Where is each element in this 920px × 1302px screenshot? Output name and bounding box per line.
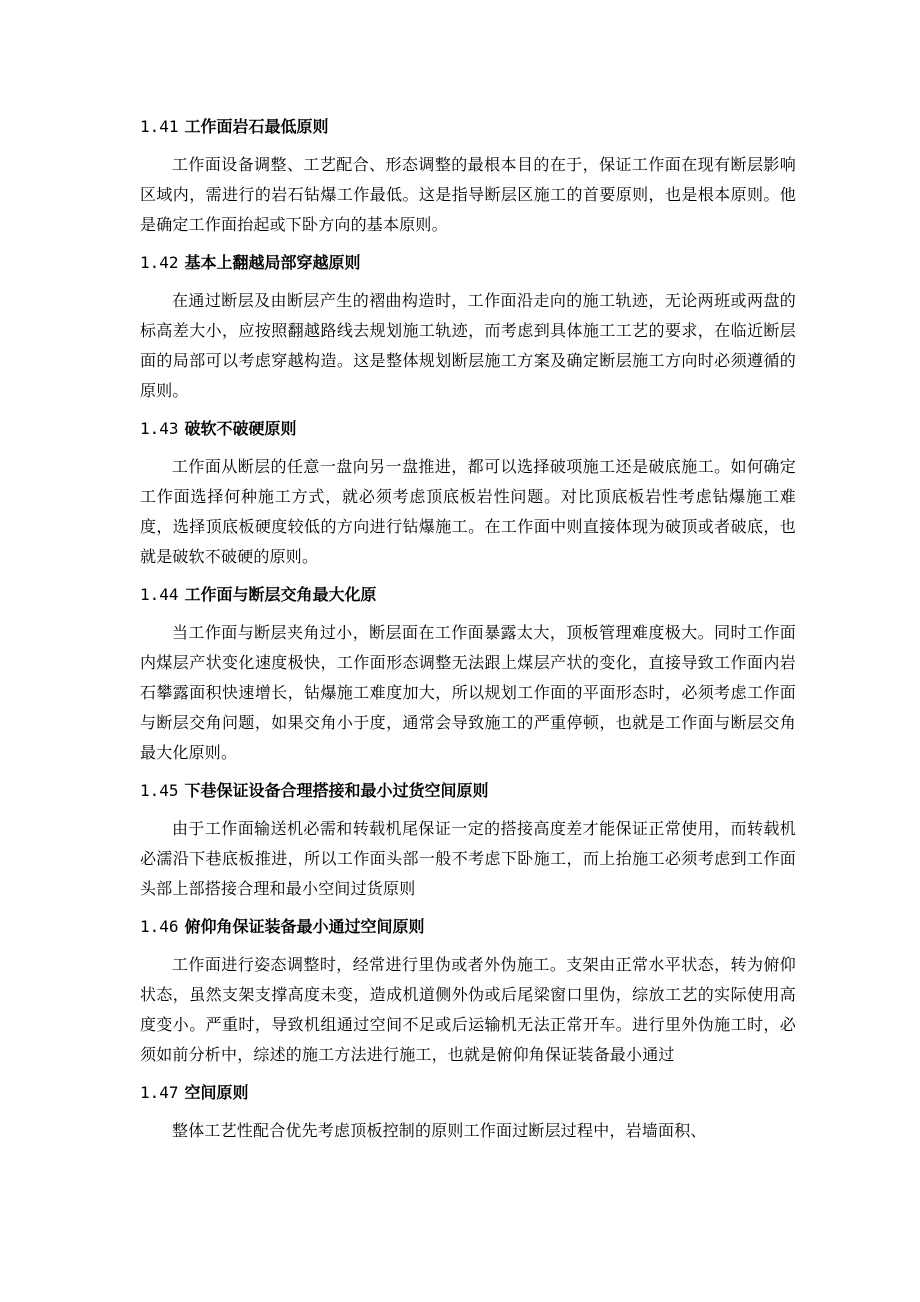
section-paragraph: 在通过断层及由断层产生的褶曲构造时，工作面沿走向的施工轨迹，无论两班或两盘的标高差大小，应按照翻越路线去规划施工轨迹，而考虑到具体施工工艺的要求，在临近断层面的局部可以考虑穿越构造。这是整体规划断层施工方案及确定断层施工方向时必须遵循的原则。: [140, 291, 796, 400]
section-title: 破软不破硬原则: [184, 419, 297, 438]
section-paragraph: 工作面设备调整、工艺配合、形态调整的最根本目的在于，保证工作面在现有断层影响区域内，需进行的岩石钻爆工作最低。这是指导断层区施工的首要原则，也是根本原则。他是确定工作面抬起或下卧方向的基本原则。: [140, 155, 796, 234]
section-number: 1.45: [140, 781, 179, 800]
section-heading: [140, 776, 796, 806]
section-1-44: [140, 580, 796, 768]
section-1-46: [140, 912, 796, 1070]
section-title: 空间原则: [184, 1083, 249, 1102]
section-heading: [140, 112, 796, 142]
section-title: 工作面与断层交角最大化原: [184, 585, 377, 604]
section-paragraph: 整体工艺性配合优先考虑顶板控制的原则工作面过断层过程中，岩墙面积、: [172, 1121, 707, 1140]
section-heading: [140, 248, 796, 278]
section-paragraph: 由于工作面输送机必需和转载机尾保证一定的搭接高度差才能保证正常使用，而转载机必濡沿下巷底板推进，所以工作面头部一般不考虑下卧施工，而上抬施工必须考虑到工作面头部上部搭接合理和最小空间过货原则: [140, 819, 796, 898]
section-number: 1.43: [140, 419, 179, 438]
document-body: [140, 112, 796, 1154]
section-title: 基本上翻越局部穿越原则: [184, 253, 361, 272]
section-1-43: [140, 414, 796, 572]
section-1-45: [140, 776, 796, 904]
section-paragraph: 工作面从断层的任意一盘向另一盘推进，都可以选择破项施工还是破底施工。如何确定工作面选择何种施工方式，就必须考虑顶底板岩性问题。对比顶底板岩性考虑钻爆施工难度，选择顶底板硬度较低的方向进行钻爆施工。在工作面中则直接体现为破顶或者破底，也就是破软不破硬的原则。: [140, 457, 796, 566]
section-number: 1.46: [140, 917, 179, 936]
section-title: 下巷保证设备合理搭接和最小过货空间原则: [184, 781, 489, 800]
section-title: 俯仰角保证装备最小通过空间原则: [184, 917, 425, 936]
section-heading: [140, 912, 796, 942]
section-number: 1.44: [140, 585, 179, 604]
section-number: 1.47: [140, 1083, 179, 1102]
section-heading: [140, 414, 796, 444]
section-title: 工作面岩石最低原则: [184, 117, 329, 136]
section-1-47: [140, 1078, 796, 1146]
section-paragraph: 当工作面与断层夹角过小，断层面在工作面暴露太大，顶板管理难度极大。同时工作面内煤层产状变化速度极快，工作面形态调整无法跟上煤层产状的变化，直接导致工作面内岩石攀露面积快速增长，钻爆施工难度加大，所以规划工作面的平面形态时，必须考虑工作面与断层交角问题，如果交角小于度，通常会导致施工的严重停顿，也就是工作面与断层交角最大化原则。: [140, 623, 796, 762]
section-paragraph: 工作面进行姿态调整时，经常进行里伪或者外伪施工。支架由正常水平状态，转为俯仰状态，虽然支架支撑高度未变，造成机道侧外伪或后尾梁窗口里伪，综放工艺的实际使用高度变小。严重时，导致机组通过空间不足或后运输机无法正常开车。进行里外伪施工时，必须如前分析中，综述的施工方法进行施工，也就是俯仰角保证装备最小通过: [140, 955, 796, 1064]
section-number: 1.42: [140, 253, 179, 272]
section-heading: [140, 580, 796, 610]
section-heading: [140, 1078, 796, 1108]
section-number: 1.41: [140, 117, 179, 136]
section-1-41: [140, 112, 796, 240]
section-1-42: [140, 248, 796, 406]
